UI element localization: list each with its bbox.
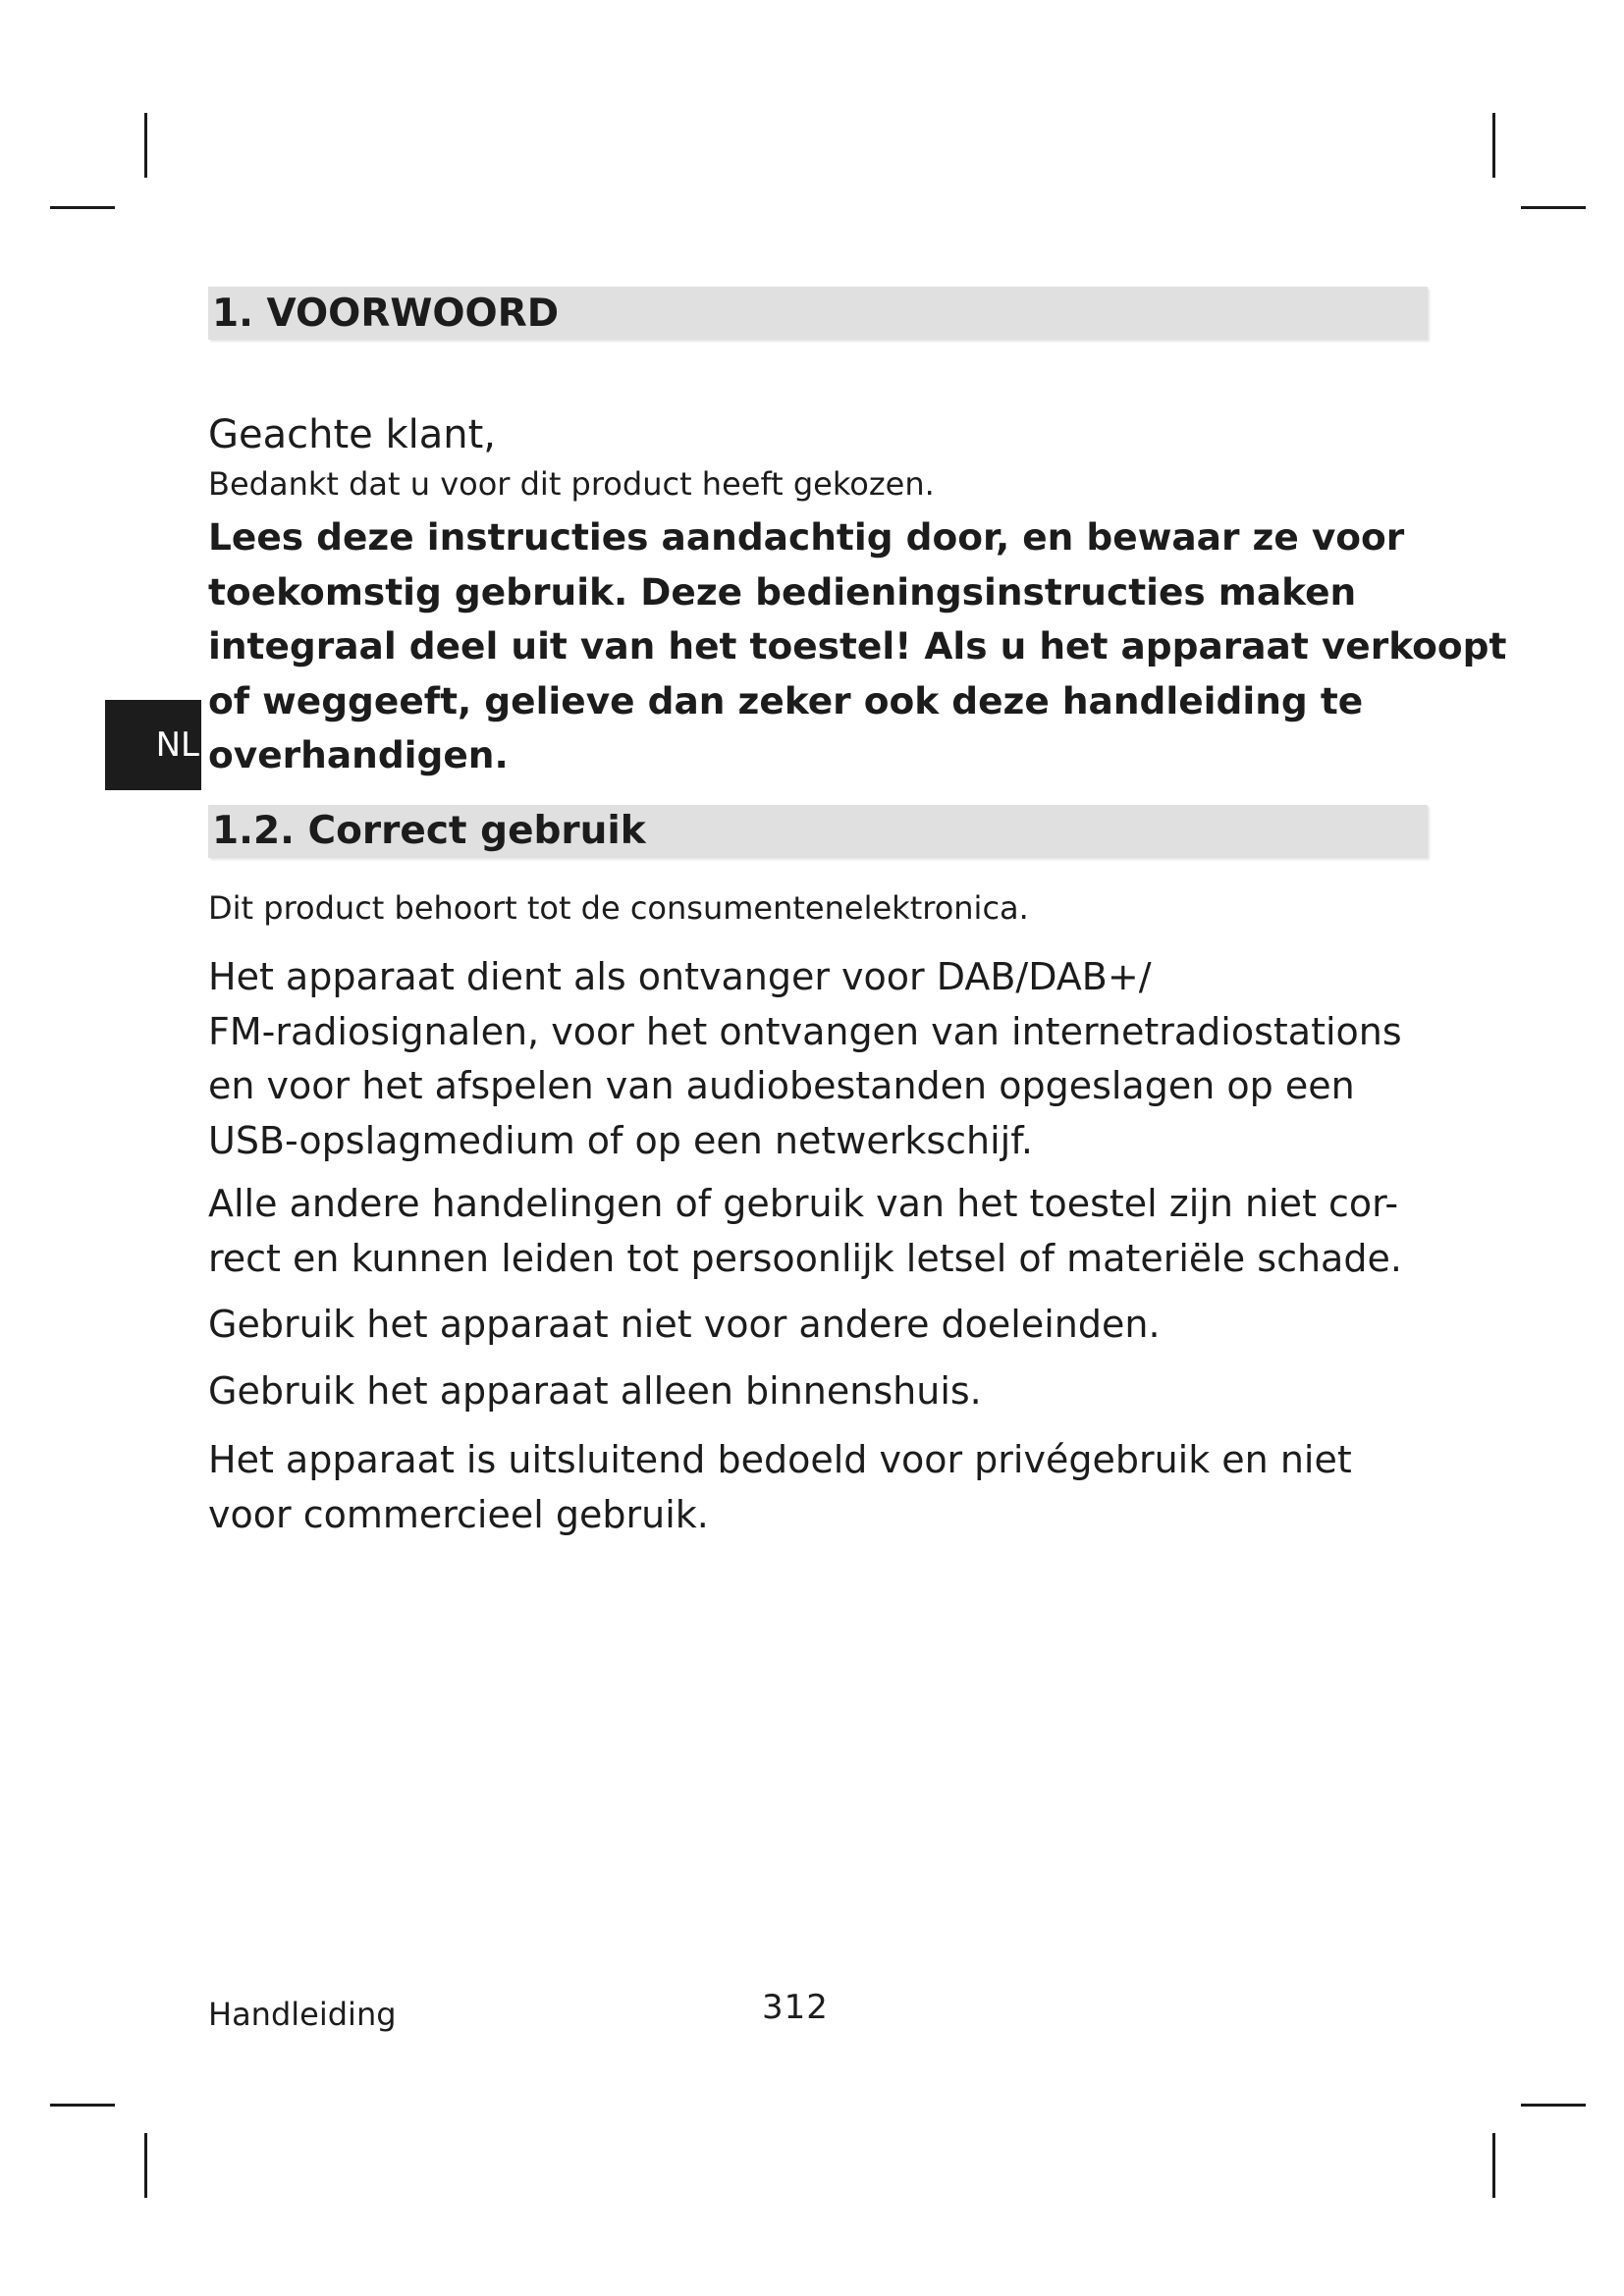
- paragraph-line: voor commercieel gebruik.: [208, 1492, 709, 1536]
- crop-mark-top-left-vertical: [144, 113, 147, 178]
- paragraph-other-use: [208, 1177, 1402, 1286]
- crop-mark-bottom-right-vertical: [1492, 2133, 1495, 2198]
- page-number: 312: [762, 1988, 829, 2027]
- paragraph-purpose: [208, 950, 1402, 1168]
- paragraph-line: Gebruik het apparaat niet voor andere doeleinden.: [208, 1303, 1161, 1346]
- thanks-text: Bedankt dat u voor dit product heeft gekozen.: [208, 465, 935, 503]
- crop-mark-bottom-left-horizontal: [50, 2104, 115, 2107]
- crop-mark-bottom-right-horizontal: [1521, 2104, 1586, 2107]
- paragraph-line: rect en kunnen leiden tot persoonlijk letsel of materiële schade.: [208, 1236, 1402, 1280]
- paragraph-line: USB-opslagmedium of op een netwerkschijf.: [208, 1118, 1033, 1162]
- paragraph-line: en voor het afspelen van audiobestanden opgeslagen op een: [208, 1064, 1355, 1107]
- paragraph-line: FM-radiosignalen, voor het ontvangen van internetradiostations: [208, 1009, 1402, 1053]
- section-heading-bar: [208, 287, 1428, 340]
- paragraph-line: Alle andere handelingen of gebruik van het toestel zijn niet cor-: [208, 1182, 1399, 1225]
- notice-line: toekomstig gebruik. Deze bedieningsinstructies maken: [208, 569, 1357, 614]
- language-tab: NL: [105, 700, 201, 790]
- notice-line: overhandigen.: [208, 733, 509, 776]
- subsection-heading: 1.2. Correct gebruik: [212, 809, 646, 853]
- crop-mark-top-right-horizontal: [1521, 206, 1586, 209]
- paragraph-line: Het apparaat is uitsluitend bedoeld voor privégebruik en niet: [208, 1438, 1352, 1481]
- crop-mark-bottom-left-vertical: [144, 2133, 147, 2198]
- notice-paragraph: [208, 510, 1506, 783]
- paragraph-line: Het apparaat dient als ontvanger voor DAB/DAB+/: [208, 955, 1152, 998]
- paragraph-indoor-only: [208, 1364, 982, 1419]
- section-heading: 1. VOORWOORD: [212, 292, 560, 336]
- paragraph-line: Gebruik het apparaat alleen binnenshuis.: [208, 1369, 982, 1413]
- paragraph-private-use: [208, 1433, 1352, 1542]
- paragraph-no-other-purposes: [208, 1298, 1161, 1353]
- footer-label: Handleiding: [208, 1996, 397, 2033]
- notice-line: Lees deze instructies aandachtig door, en bewaar ze voor: [208, 515, 1405, 559]
- greeting: Geachte klant,: [208, 412, 497, 457]
- notice-line: integraal deel uit van het toestel! Als u het apparaat verkoopt: [208, 624, 1507, 667]
- crop-mark-top-left-horizontal: [50, 206, 115, 209]
- notice-line: of weggeeft, gelieve dan zeker ook deze handleiding te: [208, 678, 1364, 722]
- intro-text: Dit product behoort tot de consumentenelektronica.: [208, 889, 1029, 927]
- subsection-heading-bar: [208, 805, 1428, 858]
- crop-mark-top-right-vertical: [1492, 113, 1495, 178]
